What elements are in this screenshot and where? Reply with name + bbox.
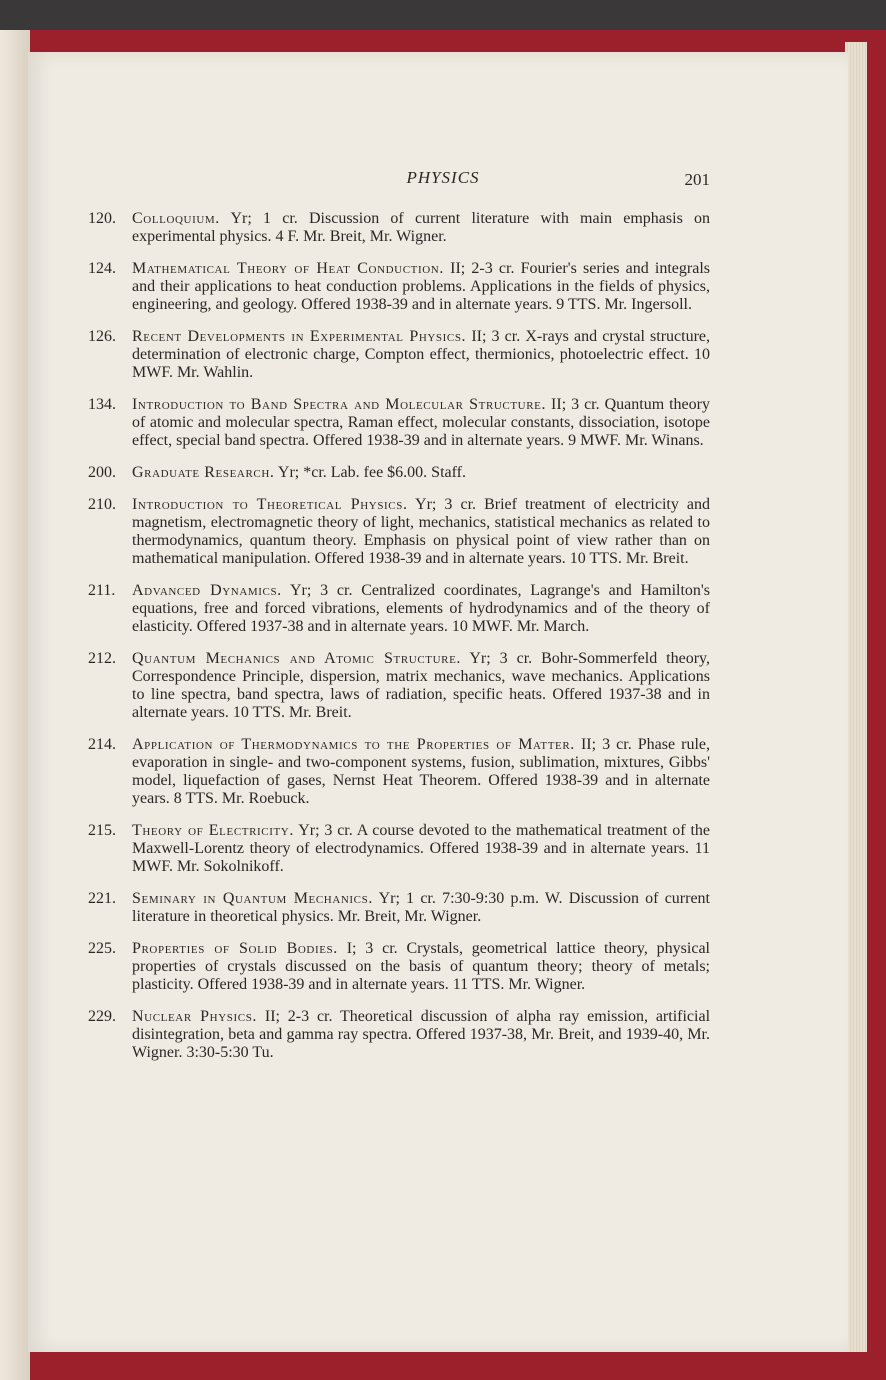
course-details: II; 3 cr. X-rays and crystal structure, determination of electronic charge, Compton effect, thermionics, photoelectric effect. 10 MWF. Mr. Wahlin.: [132, 328, 711, 381]
course-title: Mathematical Theory of Heat Conduction.: [132, 260, 444, 277]
course-details: II; 2-3 cr. Fourier's series and integrals and their applications to heat conduction problems. Applications in the fields of physics, engineering, and geology. Offered 1938-39 and in alternate years. 9 TTS. Mr. Ingersoll.: [132, 260, 711, 313]
course-entry: [86, 822, 710, 876]
course-number: 211.: [88, 582, 116, 599]
course-title: Nuclear Physics.: [132, 1008, 258, 1025]
course-description: [132, 396, 710, 450]
course-title: Introduction to Theoretical Physics.: [132, 496, 408, 513]
course-entry: [86, 464, 710, 482]
course-details: Yr; 1 cr. Discussion of current literature with main emphasis on experimental physics. 4 F. Mr. Breit, Mr. Wigner.: [132, 210, 711, 245]
course-entry: [86, 496, 710, 568]
course-entry: [86, 210, 710, 246]
page-number: 201: [684, 170, 710, 189]
course-description: [132, 328, 710, 382]
course-title: Properties of Solid Bodies.: [132, 940, 338, 957]
course-number: 120.: [88, 210, 116, 227]
facing-page-edge: [0, 30, 30, 1380]
course-number: 225.: [88, 940, 116, 957]
course-title: Introduction to Band Spectra and Molecular Structure.: [132, 396, 547, 413]
course-entry: [86, 328, 710, 382]
course-title: Theory of Electricity.: [132, 822, 294, 839]
course-entry: [86, 890, 710, 926]
course-description: [132, 822, 710, 876]
course-title: Seminary in Quantum Mechanics.: [132, 890, 373, 907]
course-title: Graduate Research.: [132, 464, 275, 481]
running-title: PHYSICS: [406, 168, 480, 187]
course-number: 215.: [88, 822, 116, 839]
course-number: 214.: [88, 736, 116, 753]
course-list: [86, 210, 710, 1076]
course-description: [132, 496, 710, 568]
course-details: Yr; 3 cr. Bohr-Sommerfeld theory, Correspondence Principle, dispersion, matrix mechanics, wave mechanics. Applications to line spectra, band spectra, laws of radiation, specific heats. Offered 1937-38 and in alternate years. 10 TTS. Mr. Breit.: [132, 650, 711, 721]
course-title: Quantum Mechanics and Atomic Structure.: [132, 650, 461, 667]
course-entry: [86, 1008, 710, 1062]
course-entry: [86, 940, 710, 994]
course-description: [132, 890, 710, 926]
course-entry: [86, 736, 710, 808]
course-number: 126.: [88, 328, 116, 345]
course-entry: [86, 260, 710, 314]
course-description: [132, 210, 710, 246]
course-description: [132, 650, 710, 722]
course-number: 134.: [88, 396, 116, 413]
course-title: Colloquium.: [132, 210, 220, 227]
course-number: 200.: [88, 464, 116, 481]
course-details: Yr; 3 cr. A course devoted to the mathematical treatment of the Maxwell-Lorentz theory of electrodynamics. Offered 1938-39 and in alternate years. 11 MWF. Mr. Sokolnikoff.: [132, 822, 710, 875]
page-block-edge: [845, 42, 867, 1352]
course-description: [132, 582, 710, 636]
course-details: I; 3 cr. Crystals, geometrical lattice theory, physical properties of crystals discussed on the basis of quantum theory; theory of metals; plasticity. Offered 1938-39 and in alternate years. 11 TTS. Mr. Wigner.: [132, 940, 710, 993]
course-number: 221.: [88, 890, 116, 907]
course-details: II; 2-3 cr. Theoretical discussion of alpha ray emission, artificial disintegration, beta and gamma ray spectra. Offered 1937-38, Mr. Breit, and 1939-40, Mr. Wigner. 3:30-5:30 Tu.: [132, 1008, 711, 1061]
course-details: Yr; 3 cr. Brief treatment of electricity and magnetism, electromagnetic theory of light, mechanics, statistical mechanics as related to thermodynamics, quantum theory. Emphasis on physical point of view rather than on mathematical manipulation. Offered 1938-39 and in alternate years. 10 TTS. Mr. Breit.: [132, 496, 710, 567]
course-title: Recent Developments in Experimental Physics.: [132, 328, 467, 345]
course-title: Advanced Dynamics.: [132, 582, 282, 599]
course-description: [132, 260, 710, 314]
course-description: [132, 940, 710, 994]
course-number: 229.: [88, 1008, 116, 1025]
course-entry: [86, 582, 710, 636]
course-number: 210.: [88, 496, 116, 513]
course-details: Yr; 3 cr. Centralized coordinates, Lagrange's and Hamilton's equations, free and forced vibrations, elements of hydrodynamics and of the theory of elasticity. Offered 1937-38 and in alternate years. 10 MWF. Mr. March.: [132, 582, 711, 635]
course-details: II; 3 cr. Phase rule, evaporation in single- and two-component systems, fusion, sublimation, mixtures, Gibbs' model, liquefaction of gases, Nernst Heat Theorem. Offered 1938-39 and in alternate years. 8 TTS. Mr. Roebuck.: [132, 736, 711, 807]
course-title: Application of Thermodynamics to the Properties of Matter.: [132, 736, 575, 753]
course-description: [132, 736, 710, 808]
course-details: II; 3 cr. Quantum theory of atomic and molecular spectra, Raman effect, molecular constants, dissociation, isotope effect, special band spectra. Offered 1938-39 and in alternate years. 9 MWF. Mr. Winans.: [132, 396, 710, 449]
course-details: Yr; 1 cr. 7:30-9:30 p.m. W. Discussion of current literature in theoretical physics. Mr. Breit, Mr. Wigner.: [132, 890, 711, 925]
course-details: Yr; *cr. Lab. fee $6.00. Staff.: [277, 464, 466, 481]
course-entry: [86, 396, 710, 450]
course-description: [132, 464, 710, 482]
course-number: 124.: [88, 260, 116, 277]
course-number: 212.: [88, 650, 116, 667]
course-description: [132, 1008, 710, 1062]
course-entry: [86, 650, 710, 722]
